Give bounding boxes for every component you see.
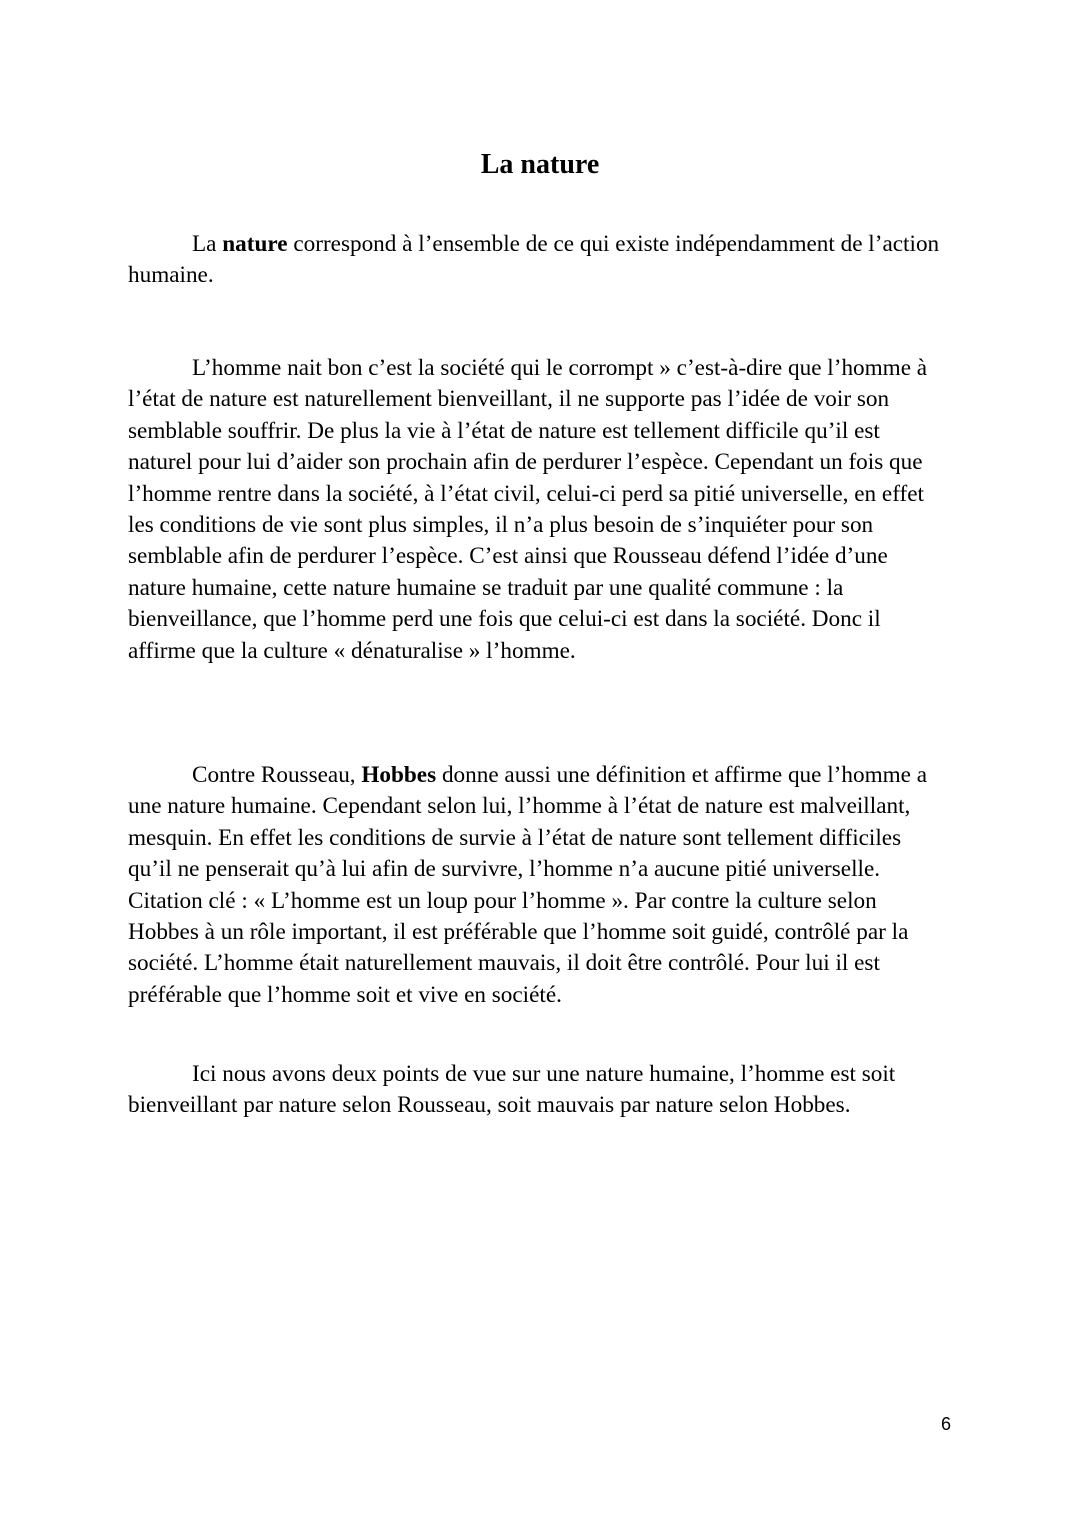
paragraph-definition-rest: correspond à l’ensemble de ce qui existe indépendamment de l’action humaine. (128, 231, 940, 289)
paragraph-hobbes-rest: donne aussi une définition et affirme que l’homme a une nature humaine. Cependant selon lui, l’homme à l’état de nature est malveillant, mesquin. En effet les conditions de survie à l’état de nature sont tellement difficiles qu’il ne penserait qu’à lui afin de survivre, l’homme n’a aucune pitié universelle. Citation clé : « L’homme est un loup pour l’homme ». Par contre la culture selon Hobbes à un rôle important, il est préférable que l’homme soit guidé, contrôlé par la société. L’homme était naturellement mauvais, il doit être contrôlé. Pour lui il est préférable que l’homme soit et vive en société. (128, 762, 928, 1008)
page-number: 6 (940, 1414, 951, 1434)
page-title: La nature (480, 148, 600, 180)
paragraph-hobbes-lead: Contre Rousseau, (192, 762, 362, 788)
term-hobbes: Hobbes (361, 762, 437, 788)
term-nature: nature (222, 231, 288, 257)
paragraph-hobbes (128, 760, 950, 1011)
paragraph-definition-lead: La (192, 231, 223, 257)
paragraph-conclusion: Ici nous avons deux points de vue sur une nature humaine, l’homme est soit bienveillant par nature selon Rousseau, soit mauvais par nature selon Hobbes. (128, 1061, 896, 1119)
paragraph-definition (128, 229, 950, 292)
paragraph-rousseau: L’homme nait bon c’est la société qui le corrompt » c’est-à-dire que l’homme à l’état de nature est naturellement bienveillant, il ne supporte pas l’idée de voir son semblable souffrir. De plus la vie à l’état de nature est tellement difficile qu’il est naturel pour lui d’aider son prochain afin de perdurer l’espèce. Cependant un fois que l’homme rentre dans la société, à l’état civil, celui-ci perd sa pitié universelle, en effet les conditions de vie sont plus simples, il n’a plus besoin de s’inquiéter pour son semblable afin de perdurer l’espèce. C’est ainsi que Rousseau défend l’idée d’une nature humaine, cette nature humaine se traduit par une qualité commune : la bienveillance, que l’homme perd une fois que celui-ci est dans la société. Donc il affirme que la culture « dénaturalise » l’homme. (128, 355, 928, 664)
